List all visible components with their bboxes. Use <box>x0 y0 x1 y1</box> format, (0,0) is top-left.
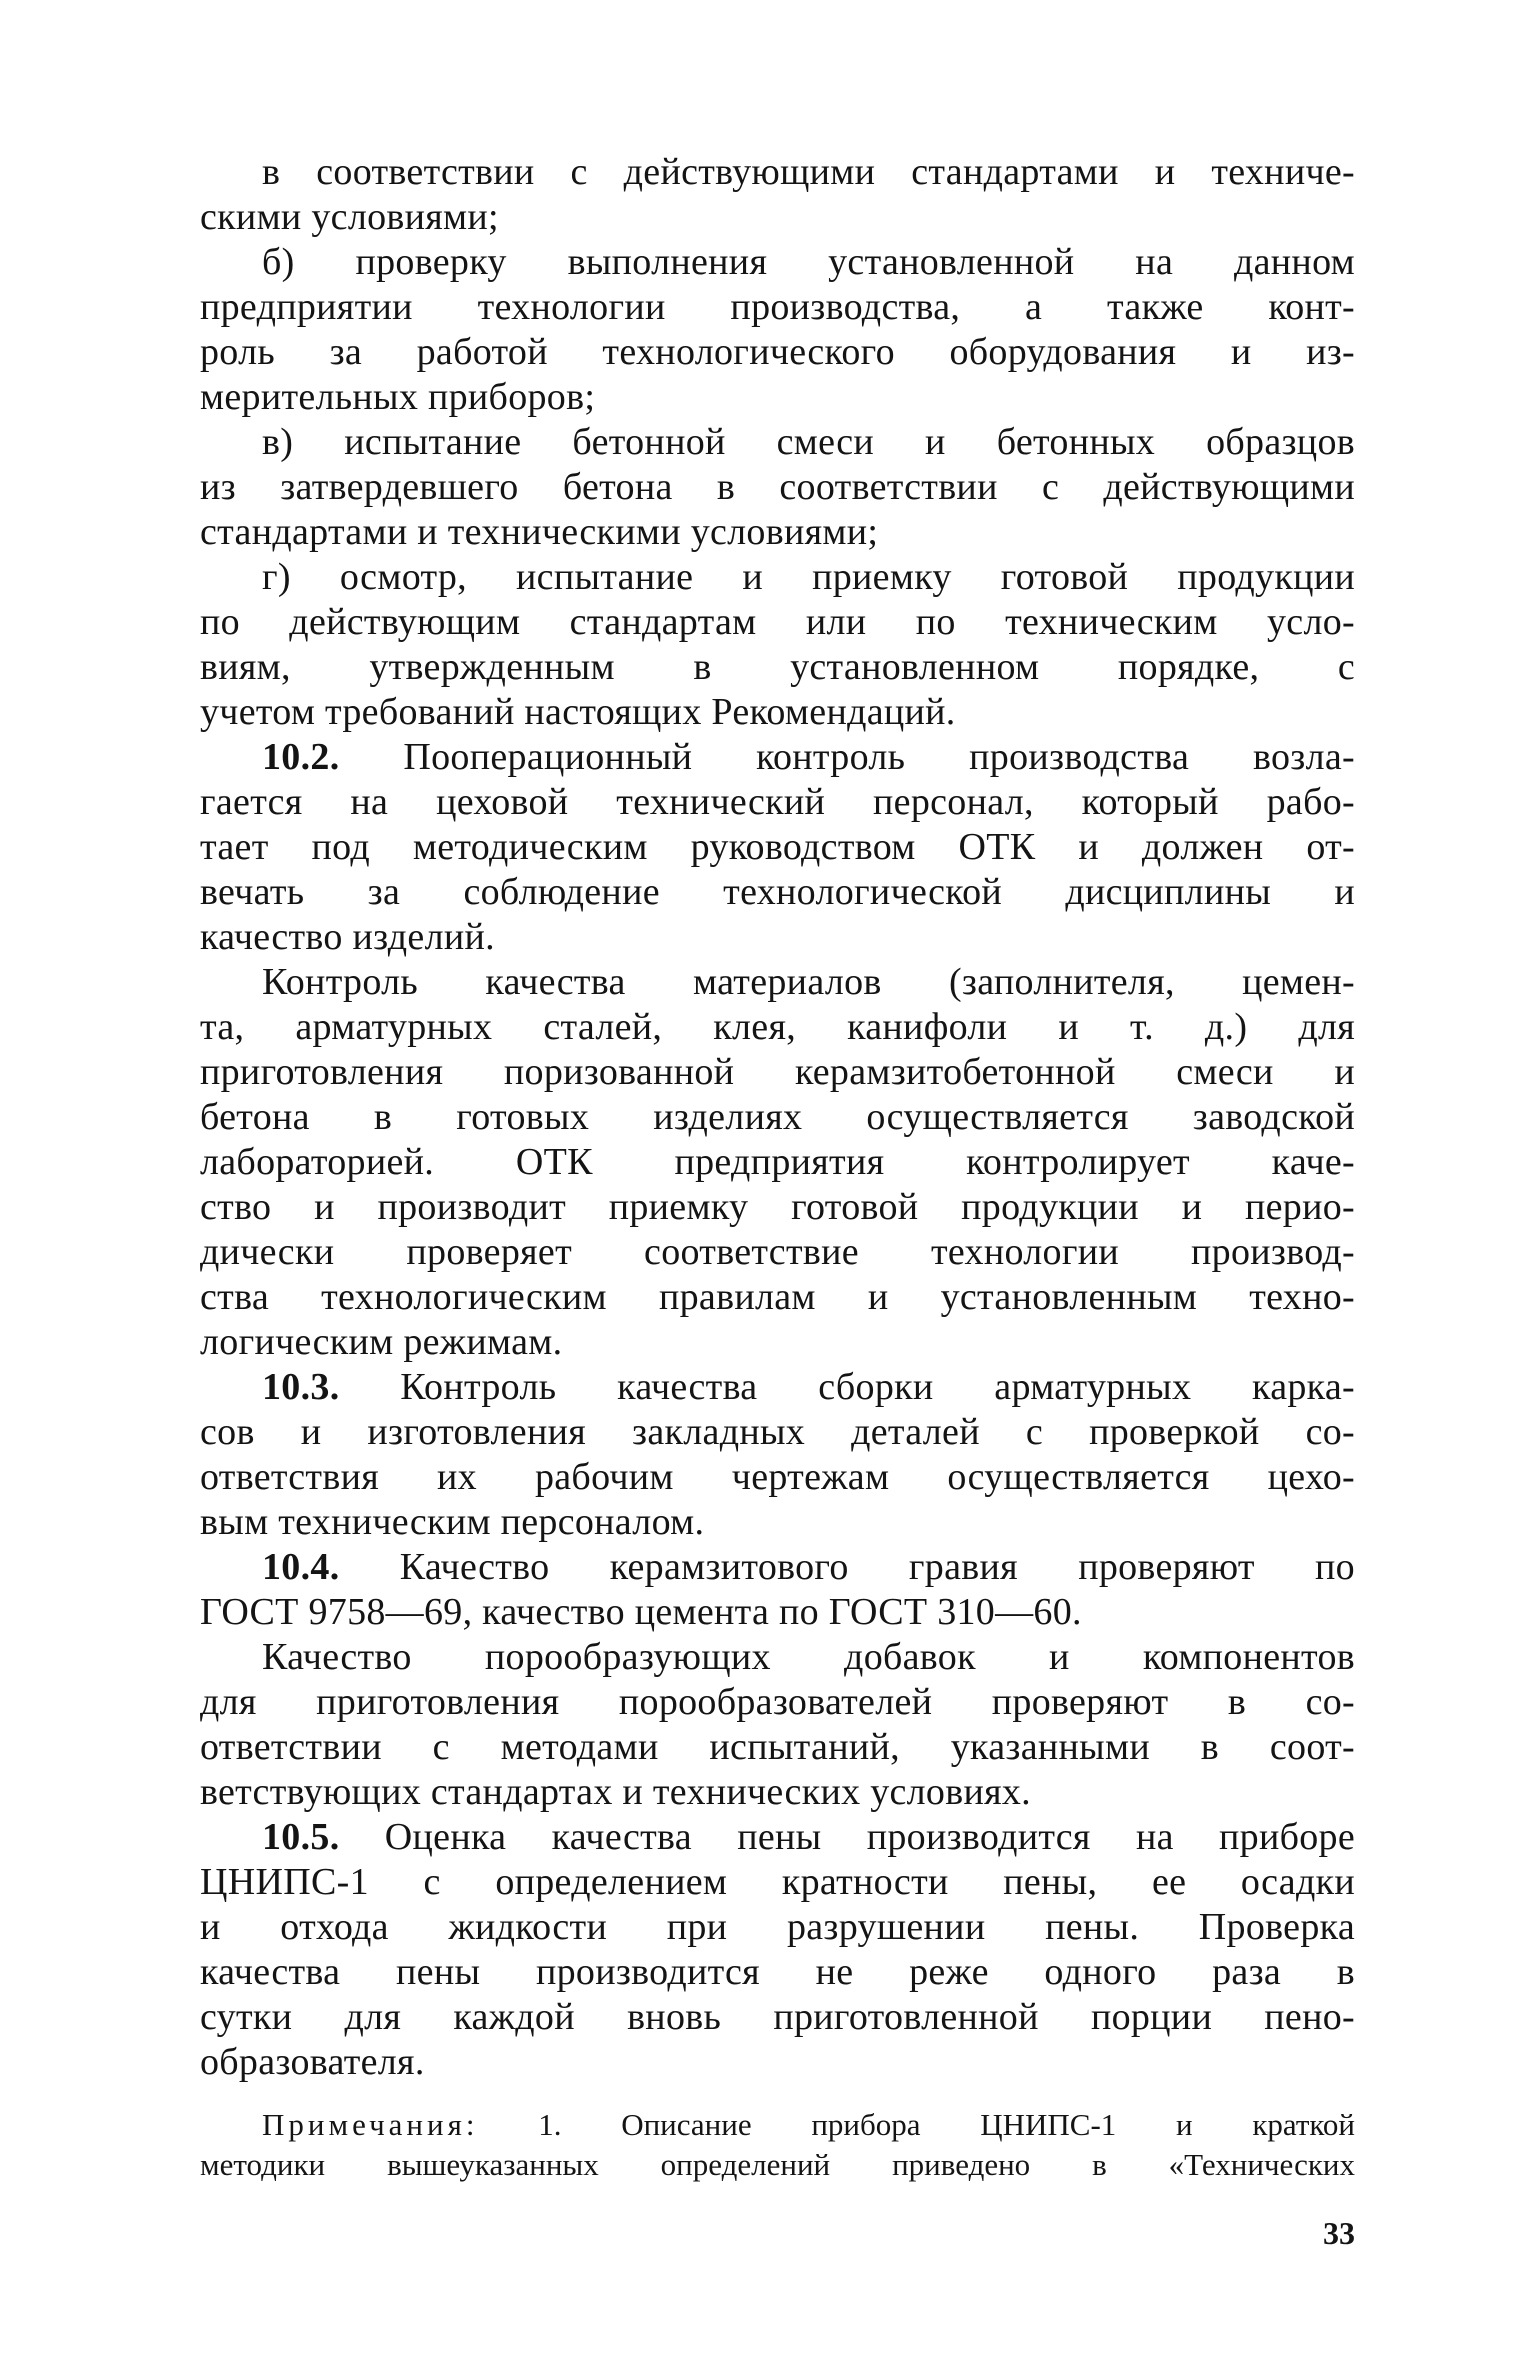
text-line: бетона в готовых изделиях осуществляется заводской <box>200 1096 1355 1138</box>
text-line: логическим режимам. <box>200 1321 563 1363</box>
text-line: гается на цеховой технический персонал, который рабо- <box>200 781 1355 823</box>
paragraph <box>200 1365 1355 1545</box>
paragraph <box>200 420 1355 555</box>
text-line <box>200 1365 1355 1410</box>
text-line: б) проверку выполнения установленной на данном <box>262 241 1355 283</box>
text-line: скими условиями; <box>200 196 499 238</box>
text-line <box>200 1545 1355 1590</box>
notes-text-1: 1. Описание прибора ЦНИПС-1 и краткой <box>538 2107 1355 2142</box>
text-line: сов и изготовления закладных деталей с проверкой со- <box>200 1411 1355 1453</box>
paragraph <box>200 1635 1355 1815</box>
text-line: вечать за соблюдение технологической дисциплины и <box>200 871 1355 913</box>
page-body <box>200 150 1355 2185</box>
text-line: качество изделий. <box>200 916 495 958</box>
text-line: учетом требований настоящих Рекомендаций. <box>200 691 956 733</box>
section-number: 10.4. <box>262 1546 340 1588</box>
line-text: Оценка качества пены производится на приборе <box>384 1816 1355 1858</box>
line-text: Качество керамзитового гравия проверяют по <box>399 1546 1355 1588</box>
notes-line-1 <box>200 2105 1355 2145</box>
notes-line-2: методики вышеуказанных определений приведено в «Технических <box>200 2147 1355 2182</box>
text-line: стандартами и техническими условиями; <box>200 511 879 553</box>
text-line: предприятии технологии производства, а также конт- <box>200 286 1355 328</box>
text-line: вым техническим персоналом. <box>200 1501 705 1543</box>
paragraph <box>200 150 1355 240</box>
text-line: ство и производит приемку готовой продукции и перио- <box>200 1186 1355 1228</box>
text-line: для приготовления порообразователей проверяют в со- <box>200 1681 1355 1723</box>
text-line: в соответствии с действующими стандартами и техниче- <box>262 151 1355 193</box>
notes <box>200 2105 1355 2185</box>
text-line: в) испытание бетонной смеси и бетонных образцов <box>262 421 1355 463</box>
paragraph <box>200 1815 1355 2085</box>
section-number: 10.5. <box>262 1816 340 1858</box>
paragraph <box>200 1545 1355 1635</box>
text-line: ответствия их рабочим чертежам осуществляется цехо- <box>200 1456 1355 1498</box>
paragraph <box>200 555 1355 735</box>
text-line: Качество порообразующих добавок и компонентов <box>262 1636 1355 1678</box>
paragraph <box>200 735 1355 960</box>
text-line: ветствующих стандартах и технических условиях. <box>200 1771 1031 1813</box>
text-line <box>200 735 1355 780</box>
line-text: Контроль качества сборки арматурных карка- <box>400 1366 1355 1408</box>
text-line: качества пены производится не реже одного раза в <box>200 1951 1355 1993</box>
paragraphs <box>200 150 1355 2085</box>
paragraph <box>200 240 1355 420</box>
text-line: Контроль качества материалов (заполнителя, цемен- <box>262 961 1355 1003</box>
notes-label: Примечания: <box>262 2107 479 2142</box>
text-line: дически проверяет соответствие технологии производ- <box>200 1231 1355 1273</box>
line-text: Пооперационный контроль производства возла- <box>403 736 1355 778</box>
text-line: из затвердевшего бетона в соответствии с действующими <box>200 466 1355 508</box>
text-line: ответствии с методами испытаний, указанными в соот- <box>200 1726 1355 1768</box>
page-number: 33 <box>1323 2215 1355 2251</box>
text-line: приготовления поризованной керамзитобетонной смеси и <box>200 1051 1355 1093</box>
section-number: 10.2. <box>262 736 340 778</box>
text-line: по действующим стандартам или по техническим усло- <box>200 601 1355 643</box>
paragraph <box>200 960 1355 1365</box>
text-line: сутки для каждой вновь приготовленной порции пено- <box>200 1996 1355 2038</box>
text-line: ства технологическим правилам и установленным техно- <box>200 1276 1355 1318</box>
text-line: виям, утвержденным в установленном порядке, с <box>200 646 1355 688</box>
text-line: образователя. <box>200 2041 425 2083</box>
text-line: роль за работой технологического оборудования и из- <box>200 331 1355 373</box>
text-line <box>200 1815 1355 1860</box>
text-line: мерительных приборов; <box>200 376 596 418</box>
text-line: лабораторией. ОТК предприятия контролирует каче- <box>200 1141 1355 1183</box>
text-line: та, арматурных сталей, клея, канифоли и т. д.) для <box>200 1006 1355 1048</box>
text-line: и отхода жидкости при разрушении пены. Проверка <box>200 1906 1355 1948</box>
section-number: 10.3. <box>262 1366 340 1408</box>
text-line: ГОСТ 9758—69, качество цемента по ГОСТ 310—60. <box>200 1591 1082 1633</box>
text-line: ЦНИПС-1 с определением кратности пены, ее осадки <box>200 1861 1355 1903</box>
text-line: г) осмотр, испытание и приемку готовой продукции <box>262 556 1355 598</box>
text-line: тает под методическим руководством ОТК и должен от- <box>200 826 1355 868</box>
